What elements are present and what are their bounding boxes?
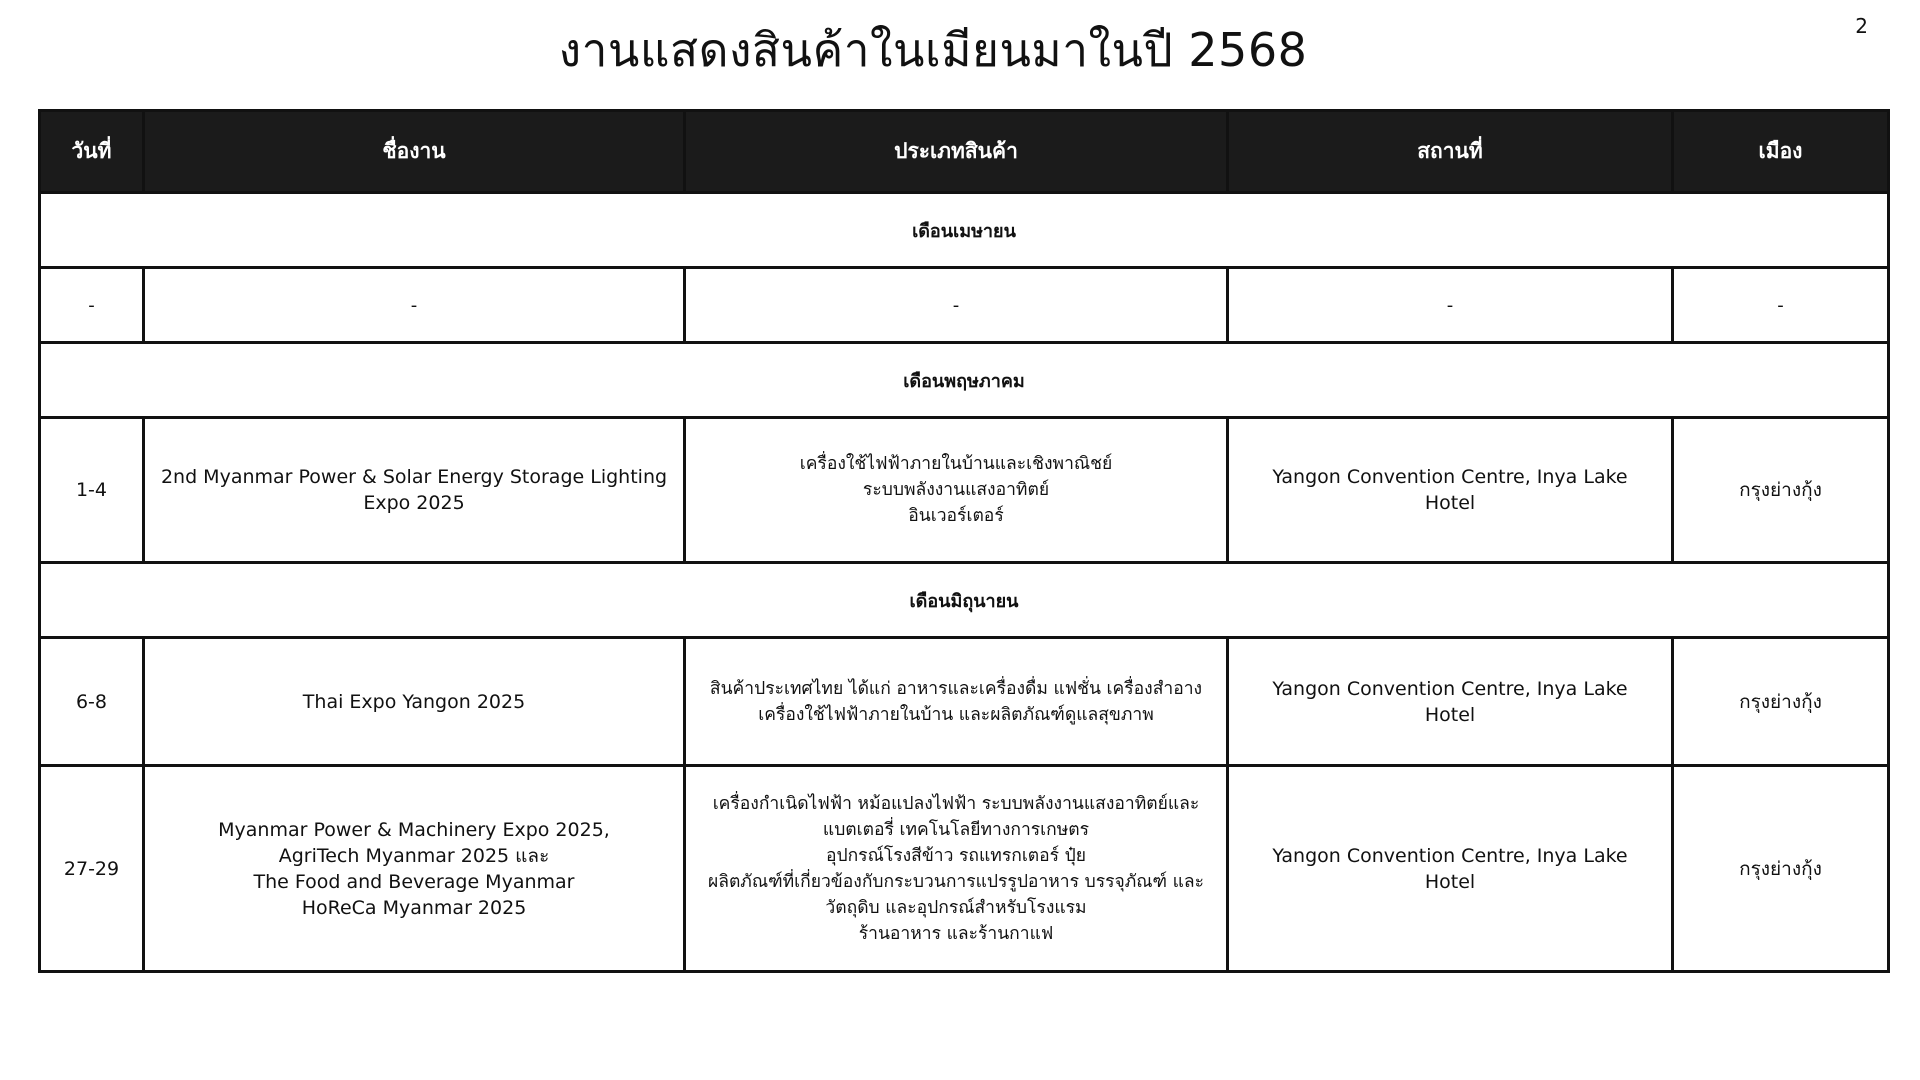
month-label: เดือนเมษายน — [40, 193, 1889, 268]
cell-date: 1-4 — [40, 418, 144, 563]
cell-venue: Yangon Convention Centre, Inya Lake Hotel — [1228, 766, 1673, 972]
cell-venue: Yangon Convention Centre, Inya Lake Hotel — [1228, 418, 1673, 563]
table-row — [40, 766, 1889, 972]
month-label: เดือนมิถุนายน — [40, 563, 1889, 638]
month-row — [40, 343, 1889, 418]
cell-date: 6-8 — [40, 638, 144, 766]
cell-name: Myanmar Power & Machinery Expo 2025, AgriTech Myanmar 2025 และ The Food and Beverage Myanmar HoReCa Myanmar 2025 — [144, 766, 685, 972]
cell-city: - — [1673, 268, 1889, 343]
page-title: งานแสดงสินค้าในเมียนมาในปี 2568 — [558, 23, 1308, 77]
cell-city: กรุงย่างกุ้ง — [1673, 638, 1889, 766]
table-row — [40, 268, 1889, 343]
month-label: เดือนพฤษภาคม — [40, 343, 1889, 418]
month-row — [40, 563, 1889, 638]
cell-venue: - — [1228, 268, 1673, 343]
trade-fair-table — [38, 109, 1890, 973]
table-row — [40, 418, 1889, 563]
cell-product-type: เครื่องใช้ไฟฟ้าภายในบ้านและเชิงพาณิชย์ ระบบพลังงานแสงอาทิตย์ อินเวอร์เตอร์ — [685, 418, 1228, 563]
cell-name: Thai Expo Yangon 2025 — [144, 638, 685, 766]
cell-product-type: เครื่องกำเนิดไฟฟ้า หม้อแปลงไฟฟ้า ระบบพลังงานแสงอาทิตย์และ แบตเตอรี่ เทคโนโลยีทางการเกษตร อุปกรณ์โรงสีข้าว รถแทรกเตอร์ ปุ๋ย ผลิตภัณฑ์ที่เกี่ยวข้องกับกระบวนการแปรรูปอาหาร บรรจุภัณฑ์ และ วัตถุดิบ และอุปกรณ์สำหรับโรงแรม ร้านอาหาร และร้านกาแฟ — [685, 766, 1228, 972]
header-city: เมือง — [1673, 111, 1889, 193]
header-venue: สถานที่ — [1228, 111, 1673, 193]
header-date: วันที่ — [40, 111, 144, 193]
cell-venue: Yangon Convention Centre, Inya Lake Hotel — [1228, 638, 1673, 766]
cell-city: กรุงย่างกุ้ง — [1673, 766, 1889, 972]
page-number: 2 — [1855, 14, 1868, 38]
cell-name: - — [144, 268, 685, 343]
cell-product-type: สินค้าประเทศไทย ได้แก่ อาหารและเครื่องดื่ม แฟชั่น เครื่องสำอาง เครื่องใช้ไฟฟ้าภายในบ้าน และผลิตภัณฑ์ดูแลสุขภาพ — [685, 638, 1228, 766]
cell-date: 27-29 — [40, 766, 144, 972]
table-row — [40, 638, 1889, 766]
table-header-row — [40, 111, 1889, 193]
header-product-type: ประเภทสินค้า — [685, 111, 1228, 193]
cell-city: กรุงย่างกุ้ง — [1673, 418, 1889, 563]
cell-name: 2nd Myanmar Power & Solar Energy Storage Lighting Expo 2025 — [144, 418, 685, 563]
month-row — [40, 193, 1889, 268]
cell-product-type: - — [685, 268, 1228, 343]
header-name: ชื่องาน — [144, 111, 685, 193]
cell-date: - — [40, 268, 144, 343]
